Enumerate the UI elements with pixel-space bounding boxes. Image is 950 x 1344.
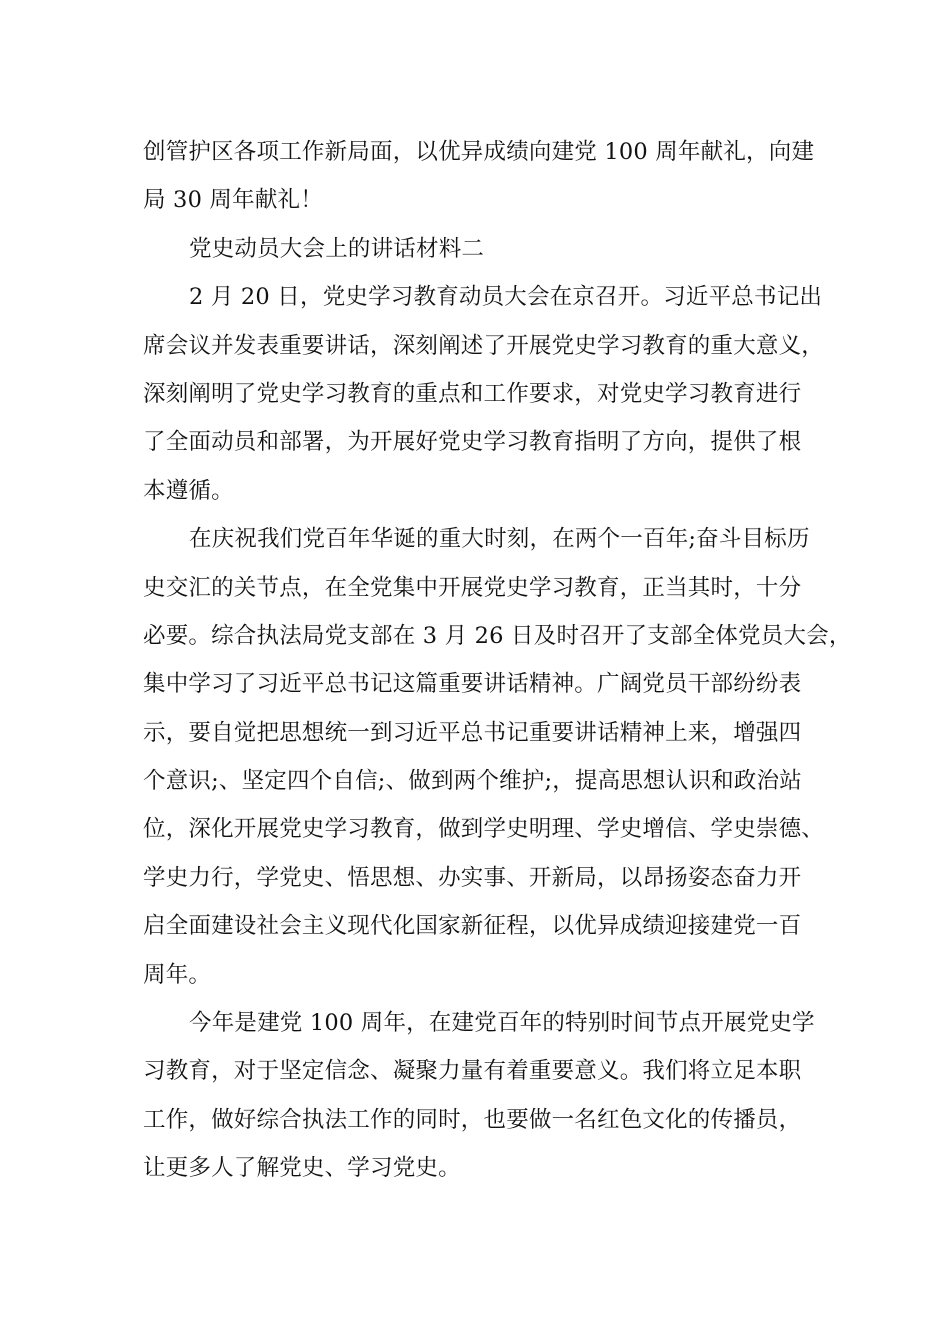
paragraph-line: 席会议并发表重要讲话，深刻阐述了开展党史学习教育的重大意义， [143, 332, 825, 359]
paragraph-line: 位，深化开展党史学习教育，做到学史明理、学史增信、学史崇德、 [143, 816, 825, 843]
paragraph-line: 创管护区各项工作新局面，以优异成绩向建党 100 周年献礼，向建 [143, 139, 815, 165]
paragraph-line: 深刻阐明了党史学习教育的重点和工作要求，对党史学习教育进行 [143, 380, 802, 407]
paragraph-line: 今年是建党 100 周年，在建党百年的特别时间节点开展党史学 [189, 1010, 815, 1037]
paragraph-line: 在庆祝我们党百年华诞的重大时刻，在两个一百年;奋斗目标历 [189, 526, 810, 553]
paragraph-line: 2 月 20 日，党史学习教育动员大会在京召开。习近平总书记出 [189, 284, 823, 311]
paragraph-line: 让更多人了解党史、学习党史。 [143, 1155, 461, 1182]
paragraph-line: 学史力行，学党史、悟思想、办实事、开新局，以昂扬姿态奋力开 [143, 864, 802, 891]
paragraph-line: 了全面动员和部署，为开展好党史学习教育指明了方向，提供了根 [143, 429, 802, 456]
paragraph-line: 局 30 周年献礼！ [143, 187, 323, 214]
section-heading [143, 225, 833, 273]
paragraph-line: 必要。综合执法局党支部在 3 月 26 日及时召开了支部全体党员大会， [143, 622, 852, 649]
paragraph-5 [143, 999, 833, 1193]
paragraph-line: 习教育，对于坚定信念、凝聚力量有着重要意义。我们将立足本职 [143, 1058, 802, 1085]
paragraph-3 [143, 273, 833, 515]
paragraph-line: 周年。 [143, 961, 212, 988]
paragraph-4 [143, 515, 852, 999]
paragraph-line: 本遵循。 [143, 477, 234, 504]
paragraph-line: 启全面建设社会主义现代化国家新征程，以优异成绩迎接建党一百 [143, 913, 802, 940]
paragraph-1 [143, 128, 833, 225]
paragraph-line: 示，要自觉把思想统一到习近平总书记重要讲话精神上来，增强四 [143, 719, 802, 746]
paragraph-line: 工作，做好综合执法工作的同时，也要做一名红色文化的传播员， [143, 1106, 802, 1133]
paragraph-line: 集中学习了习近平总书记这篇重要讲话精神。广阔党员干部纷纷表 [143, 671, 802, 698]
document-body [143, 128, 852, 1193]
paragraph-line: 史交汇的关节点，在全党集中开展党史学习教育，正当其时，十分 [143, 574, 802, 601]
section-heading-text: 党史动员大会上的讲话材料二 [189, 235, 485, 262]
paragraph-line: 个意识;、坚定四个自信;、做到两个维护;，提高思想认识和政治站 [143, 768, 802, 795]
